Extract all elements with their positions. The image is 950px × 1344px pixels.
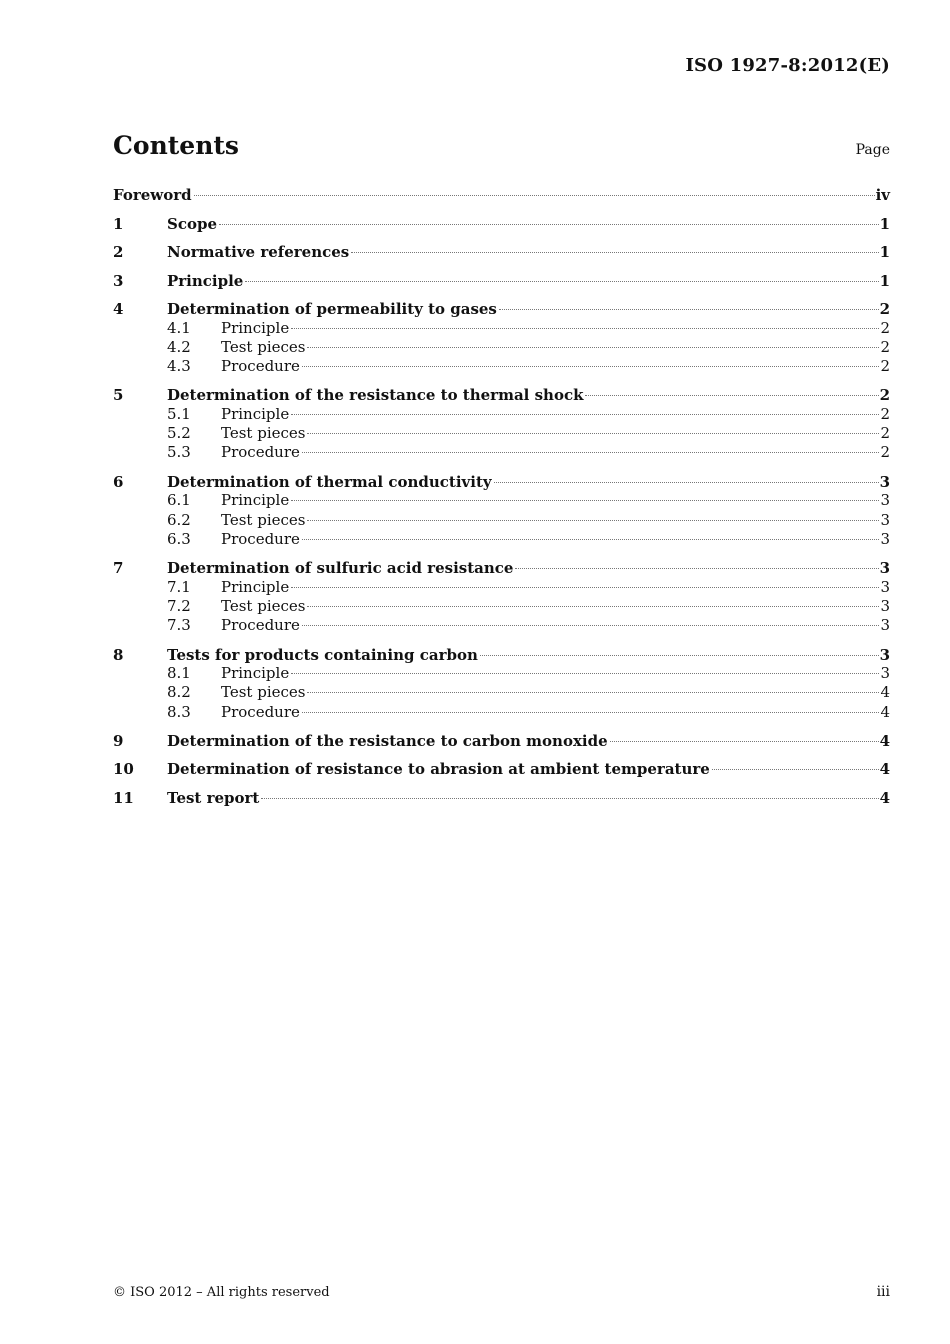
toc-page-number: 3: [880, 577, 890, 596]
toc-entry[interactable]: [113, 271, 890, 300]
toc-subentry[interactable]: [113, 491, 890, 510]
toc-subentry[interactable]: [113, 683, 890, 702]
toc-page-number: 3: [880, 491, 890, 510]
toc-title: Scope: [167, 214, 218, 233]
toc-title: Determination of resistance to abrasion at ambient temperature: [167, 760, 710, 779]
contents-title: Contents: [113, 131, 240, 160]
toc-subentry[interactable]: [113, 703, 890, 722]
toc-page-number: 4: [879, 788, 890, 807]
toc-number: 8.3: [167, 702, 191, 721]
dot-leader: [194, 195, 875, 196]
toc-title: Procedure: [221, 702, 300, 721]
toc-number: 7: [113, 559, 124, 578]
toc-entry[interactable]: [113, 214, 890, 243]
toc-title: Normative references: [167, 243, 350, 261]
footer-copyright: © ISO 2012 – All rights reserved: [113, 1285, 330, 1300]
toc-page-number: 3: [880, 664, 890, 683]
toc-number: 6: [113, 472, 124, 491]
toc-page-number: iv: [875, 186, 890, 204]
toc-subentry[interactable]: [113, 578, 890, 597]
toc-page-number: 1: [879, 214, 890, 233]
toc-subentry[interactable]: [113, 338, 890, 357]
dot-leader: [291, 500, 879, 501]
toc-title: Test pieces: [221, 510, 306, 529]
toc-page-number: 2: [880, 404, 890, 423]
toc-title: Principle: [221, 318, 290, 337]
page-column-label: Page: [855, 142, 890, 158]
toc-number: 4.3: [167, 357, 191, 376]
dot-leader: [291, 673, 879, 674]
dot-leader: [351, 252, 878, 253]
dot-leader: [302, 366, 880, 367]
toc-page-number: 1: [879, 243, 890, 261]
toc-page-number: 4: [880, 702, 890, 721]
toc-entry[interactable]: [113, 242, 890, 271]
toc-page-number: 2: [880, 443, 890, 462]
dot-leader: [291, 414, 879, 415]
toc-subentry[interactable]: [113, 443, 890, 462]
dot-leader: [307, 433, 879, 434]
toc-number: 7.2: [167, 596, 191, 615]
toc-entry[interactable]: [113, 759, 890, 788]
toc-number: 5: [113, 386, 124, 405]
toc-page-number: 3: [880, 616, 890, 635]
dot-leader: [219, 224, 879, 225]
toc-title: Test pieces: [221, 337, 306, 356]
toc-subentry[interactable]: [113, 530, 890, 549]
toc-number: 3: [113, 271, 124, 290]
toc-title: Determination of the resistance to thermal shock: [167, 386, 584, 405]
dot-leader: [610, 741, 879, 742]
dot-leader: [261, 798, 878, 799]
footer-page-number: iii: [876, 1284, 890, 1300]
dot-leader: [291, 328, 879, 329]
toc-number: 10: [113, 760, 134, 779]
toc-title: Principle: [221, 577, 290, 596]
dot-leader: [307, 606, 879, 607]
dot-leader: [302, 625, 880, 626]
toc-page-number: 3: [880, 596, 890, 615]
toc-page-number: 3: [879, 559, 890, 578]
toc-number: 6.1: [167, 491, 191, 510]
toc-entry[interactable]: [113, 185, 890, 214]
toc-number: 4.2: [167, 337, 191, 356]
toc-number: 1: [113, 214, 124, 233]
dot-leader: [499, 309, 879, 310]
toc-title: Determination of the resistance to carbon monoxide: [167, 731, 608, 750]
toc-number: 8: [113, 645, 124, 664]
toc-title: Determination of thermal conductivity: [167, 472, 492, 491]
toc-subentry[interactable]: [113, 511, 890, 530]
dot-leader: [712, 769, 879, 770]
toc-number: 4.1: [167, 318, 191, 337]
dot-leader: [585, 395, 878, 396]
dot-leader: [307, 520, 879, 521]
dot-leader: [302, 539, 880, 540]
toc-number: 5.2: [167, 424, 191, 443]
toc-title: Procedure: [221, 529, 300, 548]
toc-title: Test pieces: [221, 424, 306, 443]
toc-subentry[interactable]: [113, 597, 890, 616]
dot-leader: [494, 482, 879, 483]
toc-number: 9: [113, 731, 124, 750]
toc-number: 8.1: [167, 664, 191, 683]
toc-number: 7.1: [167, 577, 191, 596]
toc-page-number: 2: [880, 318, 890, 337]
toc-number: 8.2: [167, 683, 191, 702]
toc-title: Principle: [221, 404, 290, 423]
toc-number: 6.3: [167, 529, 191, 548]
dot-leader: [480, 655, 879, 656]
dot-leader: [245, 281, 878, 282]
toc-title: Test pieces: [221, 596, 306, 615]
toc-page-number: 2: [879, 300, 890, 318]
toc-number: 7.3: [167, 616, 191, 635]
toc-entry[interactable]: [113, 788, 890, 817]
dot-leader: [307, 692, 879, 693]
toc-title: Test report: [167, 788, 260, 807]
toc-title: Determination of permeability to gases: [167, 300, 497, 318]
toc-page-number: 2: [880, 357, 890, 376]
dot-leader: [291, 587, 879, 588]
toc-page-number: 3: [880, 529, 890, 548]
toc-page-number: 3: [879, 472, 890, 491]
toc-title: Test pieces: [221, 683, 306, 702]
toc-page-number: 2: [880, 337, 890, 356]
toc-number: 6.2: [167, 510, 191, 529]
toc-subentry[interactable]: [113, 319, 890, 338]
toc-page-number: 2: [879, 386, 890, 405]
toc-title: Principle: [167, 271, 244, 290]
dot-leader: [302, 712, 880, 713]
toc-subentry[interactable]: [113, 357, 890, 376]
toc-subentry[interactable]: [113, 616, 890, 635]
toc-number: 4: [113, 300, 124, 318]
table-of-contents: [113, 185, 890, 816]
toc-number: 5.3: [167, 443, 191, 462]
dot-leader: [515, 568, 878, 569]
toc-number: 11: [113, 788, 134, 807]
toc-entry[interactable]: [113, 731, 890, 760]
document-id: ISO 1927-8:2012(E): [685, 55, 890, 76]
toc-number: 5.1: [167, 404, 191, 423]
toc-page-number: 3: [880, 510, 890, 529]
toc-title: Principle: [221, 491, 290, 510]
toc-title: Principle: [221, 664, 290, 683]
toc-subentry[interactable]: [113, 424, 890, 443]
toc-page-number: 3: [879, 645, 890, 664]
toc-title: Determination of sulfuric acid resistance: [167, 559, 514, 578]
toc-title: Procedure: [221, 616, 300, 635]
toc-page-number: 4: [879, 760, 890, 779]
toc-subentry[interactable]: [113, 405, 890, 424]
dot-leader: [302, 452, 880, 453]
toc-page-number: 1: [879, 271, 890, 290]
toc-number: 2: [113, 243, 124, 261]
toc-title: Procedure: [221, 357, 300, 376]
toc-subentry[interactable]: [113, 664, 890, 683]
toc-page-number: 2: [880, 424, 890, 443]
toc-page-number: 4: [879, 731, 890, 750]
toc-title: Foreword: [113, 186, 192, 204]
toc-title: Tests for products containing carbon: [167, 645, 478, 664]
toc-page-number: 4: [880, 683, 890, 702]
dot-leader: [307, 347, 879, 348]
toc-title: Procedure: [221, 443, 300, 462]
